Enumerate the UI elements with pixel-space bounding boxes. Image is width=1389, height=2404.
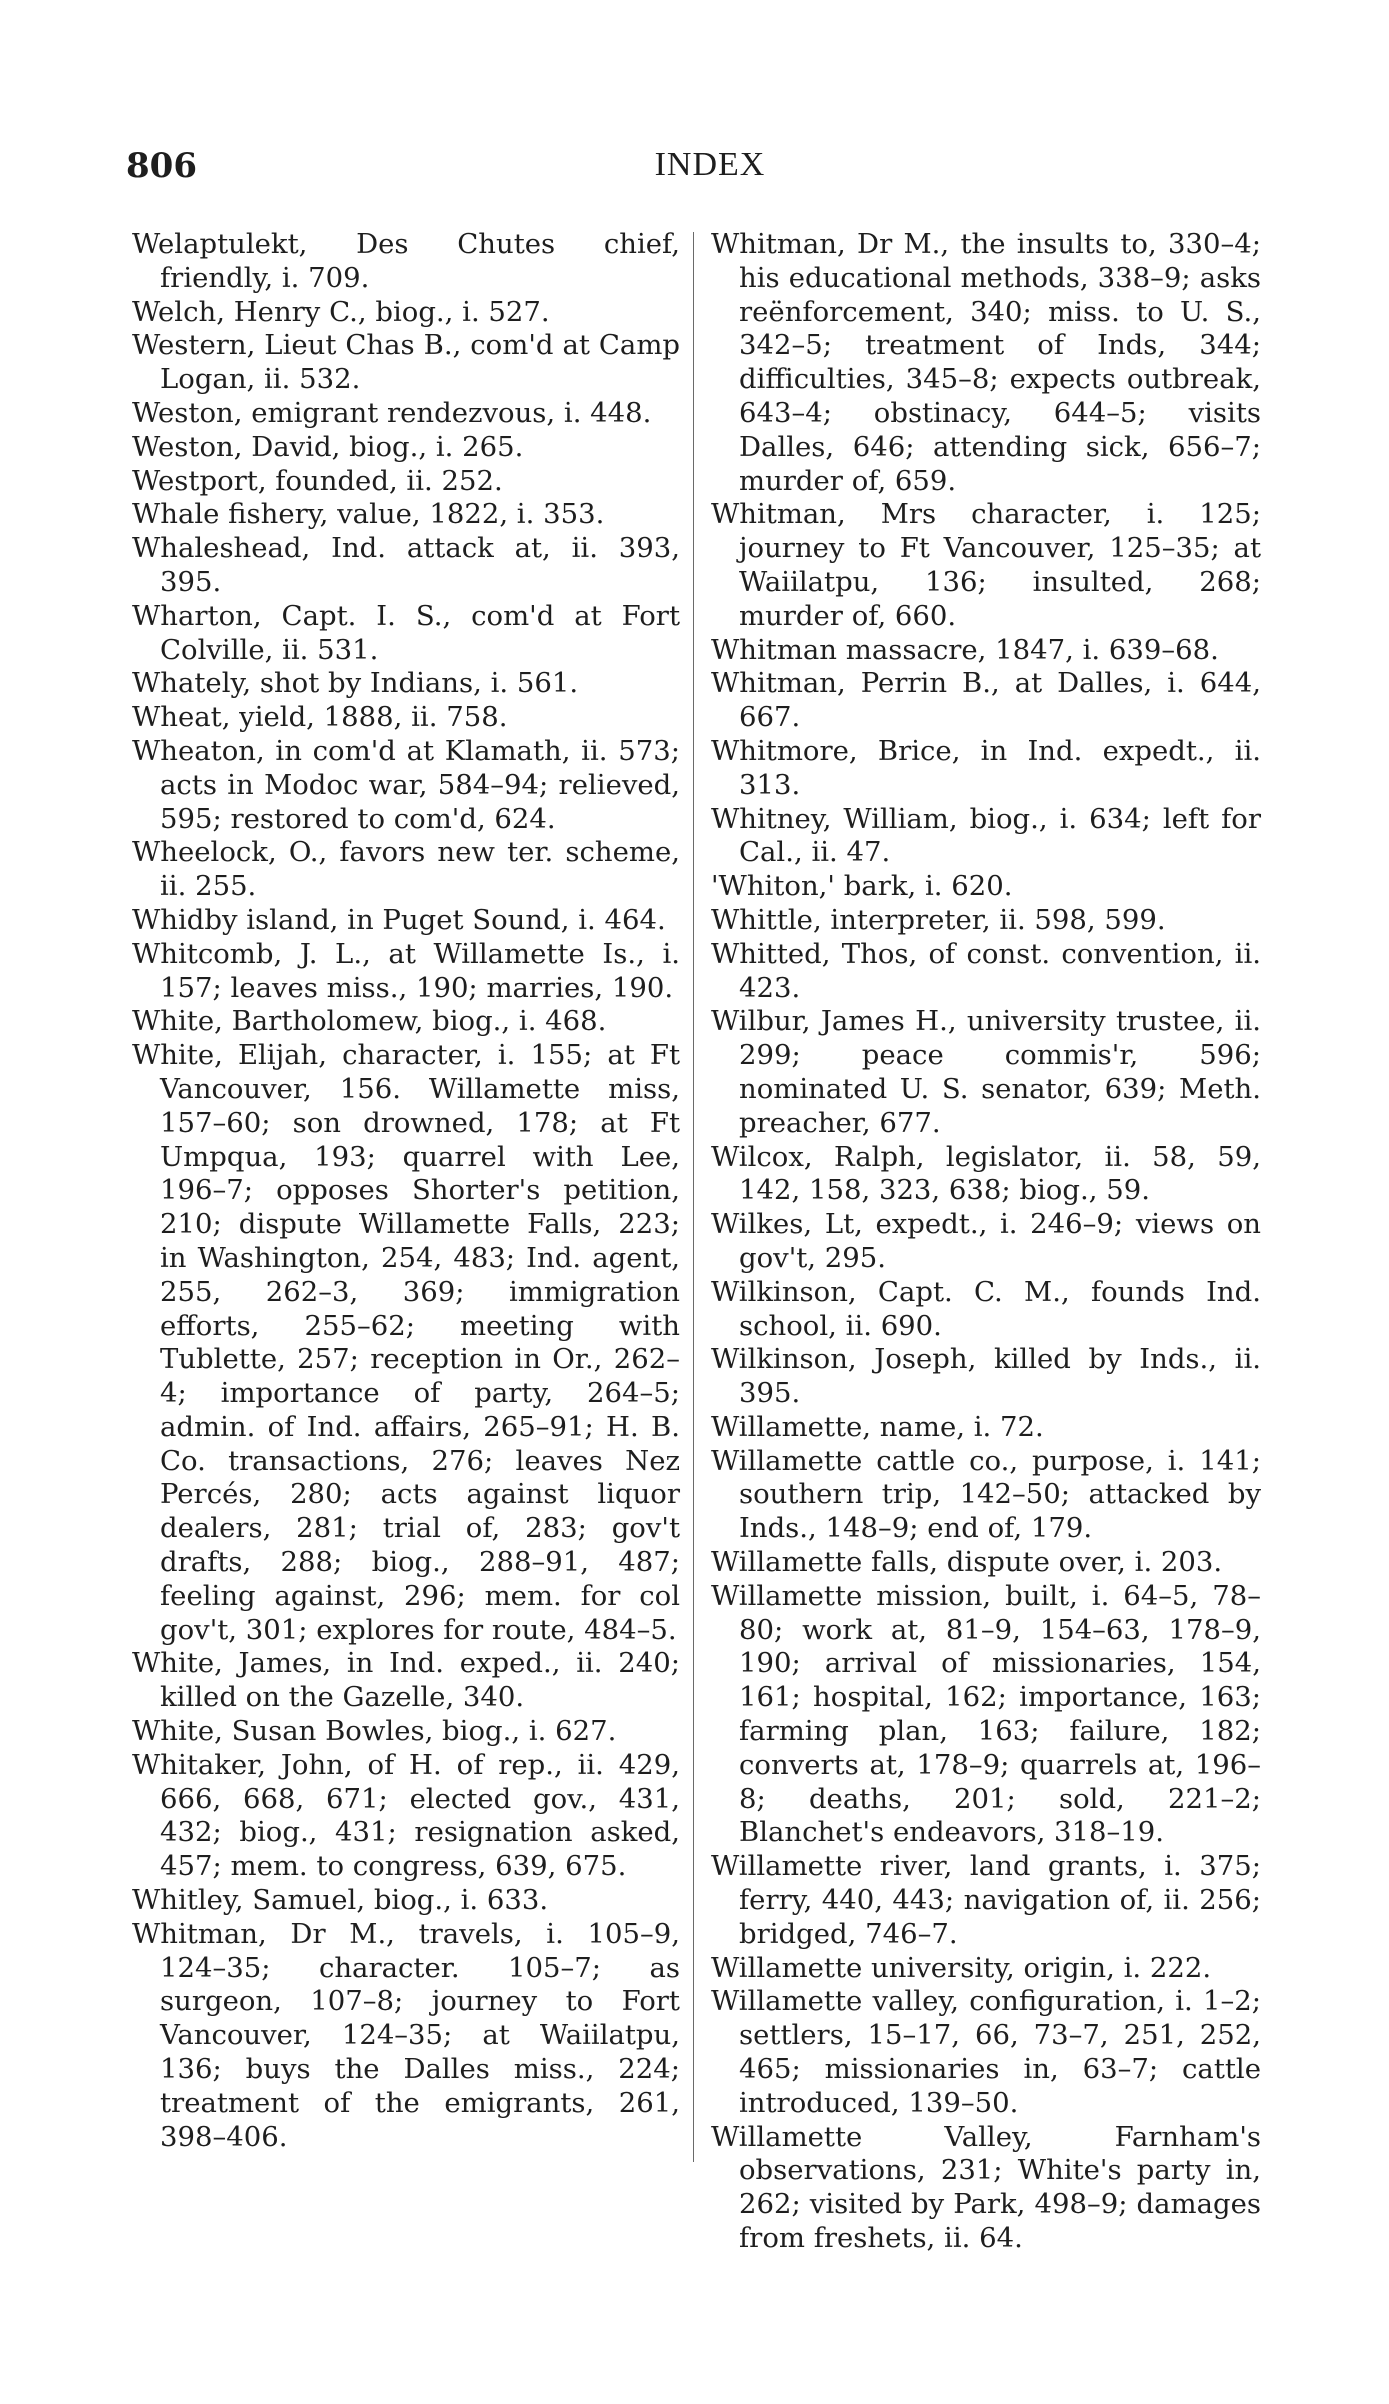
index-entry: Western, Lieut Chas B., com'd at Camp Logan, ii. 532.: [132, 329, 680, 396]
index-entry: Welaptulekt, Des Chutes chief, friendly, i. 709.: [132, 228, 680, 294]
index-entry: Whitcomb, J. L., at Willamette Is., i. 157; leaves miss., 190; marries, 190.: [132, 937, 680, 1004]
index-entry: Willamette valley, configuration, i. 1–2; settlers, 15–17, 66, 73–7, 251, 252, 465; missionaries in, 63–7; cattle introduced, 139–50.: [711, 1985, 1261, 2119]
index-entry: Whale fishery, value, 1822, i. 353.: [132, 498, 605, 531]
index-entry: Whitmore, Brice, in Ind. expedt., ii. 313.: [711, 734, 1261, 801]
index-entry: Willamette, name, i. 72.: [711, 1410, 1044, 1443]
index-entry: Wheaton, in com'd at Klamath, ii. 573; acts in Modoc war, 584–94; relieved, 595; restored to com'd, 624.: [132, 734, 680, 835]
index-entry: Willamette Valley, Farnham's observations, 231; White's party in, 262; visited by Park, 498–9; damages from freshets, ii. 64.: [711, 2120, 1261, 2255]
column-divider: [693, 232, 694, 2162]
index-entry: Whaleshead, Ind. attack at, ii. 393, 395.: [132, 532, 680, 598]
index-entry: Whittle, interpreter, ii. 598, 599.: [711, 903, 1166, 936]
index-entry: Westport, founded, ii. 252.: [132, 464, 503, 497]
index-entry: Wilkes, Lt, expedt., i. 246–9; views on gov't, 295.: [711, 1208, 1261, 1274]
index-entry: Whitman, Mrs character, i. 125; journey to Ft Vancouver, 125–35; at Waiilatpu, 136; insulted, 268; murder of, 660.: [711, 498, 1261, 632]
index-column-left: [132, 228, 680, 2154]
index-entry: Whitley, Samuel, biog., i. 633.: [132, 1884, 549, 1917]
index-entry: Whitman, Perrin B., at Dalles, i. 644, 667.: [711, 667, 1261, 734]
index-entry: Willamette cattle co., purpose, i. 141; southern trip, 142–50; attacked by Inds., 148–9; end of, 179.: [711, 1444, 1261, 1545]
index-entry: White, Susan Bowles, biog., i. 627.: [132, 1715, 617, 1748]
index-entry: Wheelock, O., favors new ter. scheme, ii. 255.: [132, 836, 680, 903]
running-head: INDEX: [654, 146, 766, 183]
index-entry: White, Elijah, character, i. 155; at Ft Vancouver, 156. Willamette miss, 157–60; son drowned, 178; at Ft Umpqua, 193; quarrel with Lee, 196–7; opposes Shorter's petition, 210; dispute Willamette Falls, 223; in Washington, 254, 483; Ind. agent, 255, 262–3, 369; immigration efforts, 255–62; meeting with Tublette, 257; reception in Or., 262–4; importance of party, 264–5; admin. of Ind. affairs, 265–91; H. B. Co. transactions, 276; leaves Nez Percés, 280; acts against liquor dealers, 281; trial of, 283; gov't drafts, 288; biog., 288–91, 487; feeling against, 296; mem. for col gov't, 301; explores for route, 484–5.: [132, 1039, 680, 1646]
index-entry: Whately, shot by Indians, i. 561.: [132, 667, 579, 700]
index-entry: Willamette university, origin, i. 222.: [711, 1951, 1212, 1984]
index-entry: White, James, in Ind. exped., ii. 240; killed on the Gazelle, 340.: [132, 1647, 680, 1714]
index-entry: Whitaker, John, of H. of rep., ii. 429, 666, 668, 671; elected gov., 431, 432; biog., 431; resignation asked, 457; mem. to congress, 639, 675.: [132, 1748, 680, 1883]
page-number: 806: [126, 146, 197, 186]
index-entry: 'Whiton,' bark, i. 620.: [711, 870, 1013, 903]
index-entry: Wilbur, James H., university trustee, ii. 299; peace commis'r, 596; nominated U. S. senator, 639; Meth. preacher, 677.: [711, 1005, 1261, 1139]
index-entry: Wilkinson, Joseph, killed by Inds., ii. 395.: [711, 1343, 1261, 1410]
index-entry: Weston, emigrant rendezvous, i. 448.: [132, 396, 652, 429]
index-entry: Wilkinson, Capt. C. M., founds Ind. school, ii. 690.: [711, 1275, 1261, 1342]
index-entry: Wheat, yield, 1888, ii. 758.: [132, 701, 508, 734]
index-entry: Whitney, William, biog., i. 634; left for Cal., ii. 47.: [711, 802, 1261, 869]
index-entry: Whitman massacre, 1847, i. 639–68.: [711, 633, 1219, 666]
index-entry: Willamette river, land grants, i. 375; ferry, 440, 443; navigation of, ii. 256; bridged, 746–7.: [711, 1850, 1261, 1950]
index-entry: Whitman, Dr M., travels, i. 105–9, 124–35; character. 105–7; as surgeon, 107–8; journey to Fort Vancouver, 124–35; at Waiilatpu, 136; buys the Dalles miss., 224; treatment of the emigrants, 261, 398–406.: [132, 1917, 680, 2153]
index-entry: Whitted, Thos, of const. convention, ii. 423.: [711, 937, 1261, 1004]
index-entry: White, Bartholomew, biog., i. 468.: [132, 1005, 607, 1038]
index-entry: Whidby island, in Puget Sound, i. 464.: [132, 903, 666, 936]
index-entry: Wilcox, Ralph, legislator, ii. 58, 59, 142, 158, 323, 638; biog., 59.: [711, 1140, 1261, 1207]
index-entry: Whitman, Dr M., the insults to, 330–4; his educational methods, 338–9; asks reënforcement, 340; miss. to U. S., 342–5; treatment of Inds, 344; difficulties, 345–8; expects outbreak, 643–4; obstinacy, 644–5; visits Dalles, 646; attending sick, 656–7; murder of, 659.: [711, 228, 1261, 497]
index-entry: Wharton, Capt. I. S., com'd at Fort Colville, ii. 531.: [132, 599, 680, 666]
index-column-right: [711, 228, 1261, 2256]
index-entry: Willamette mission, built, i. 64–5, 78–80; work at, 81–9, 154–63, 178–9, 190; arrival of missionaries, 154, 161; hospital, 162; importance, 163; farming plan, 163; failure, 182; converts at, 178–9; quarrels at, 196–8; deaths, 201; sold, 221–2; Blanchet's endeavors, 318–19.: [711, 1579, 1261, 1849]
index-entry: Weston, David, biog., i. 265.: [132, 430, 524, 463]
index-entry: Willamette falls, dispute over, i. 203.: [711, 1546, 1223, 1579]
index-entry: Welch, Henry C., biog., i. 527.: [132, 295, 550, 328]
